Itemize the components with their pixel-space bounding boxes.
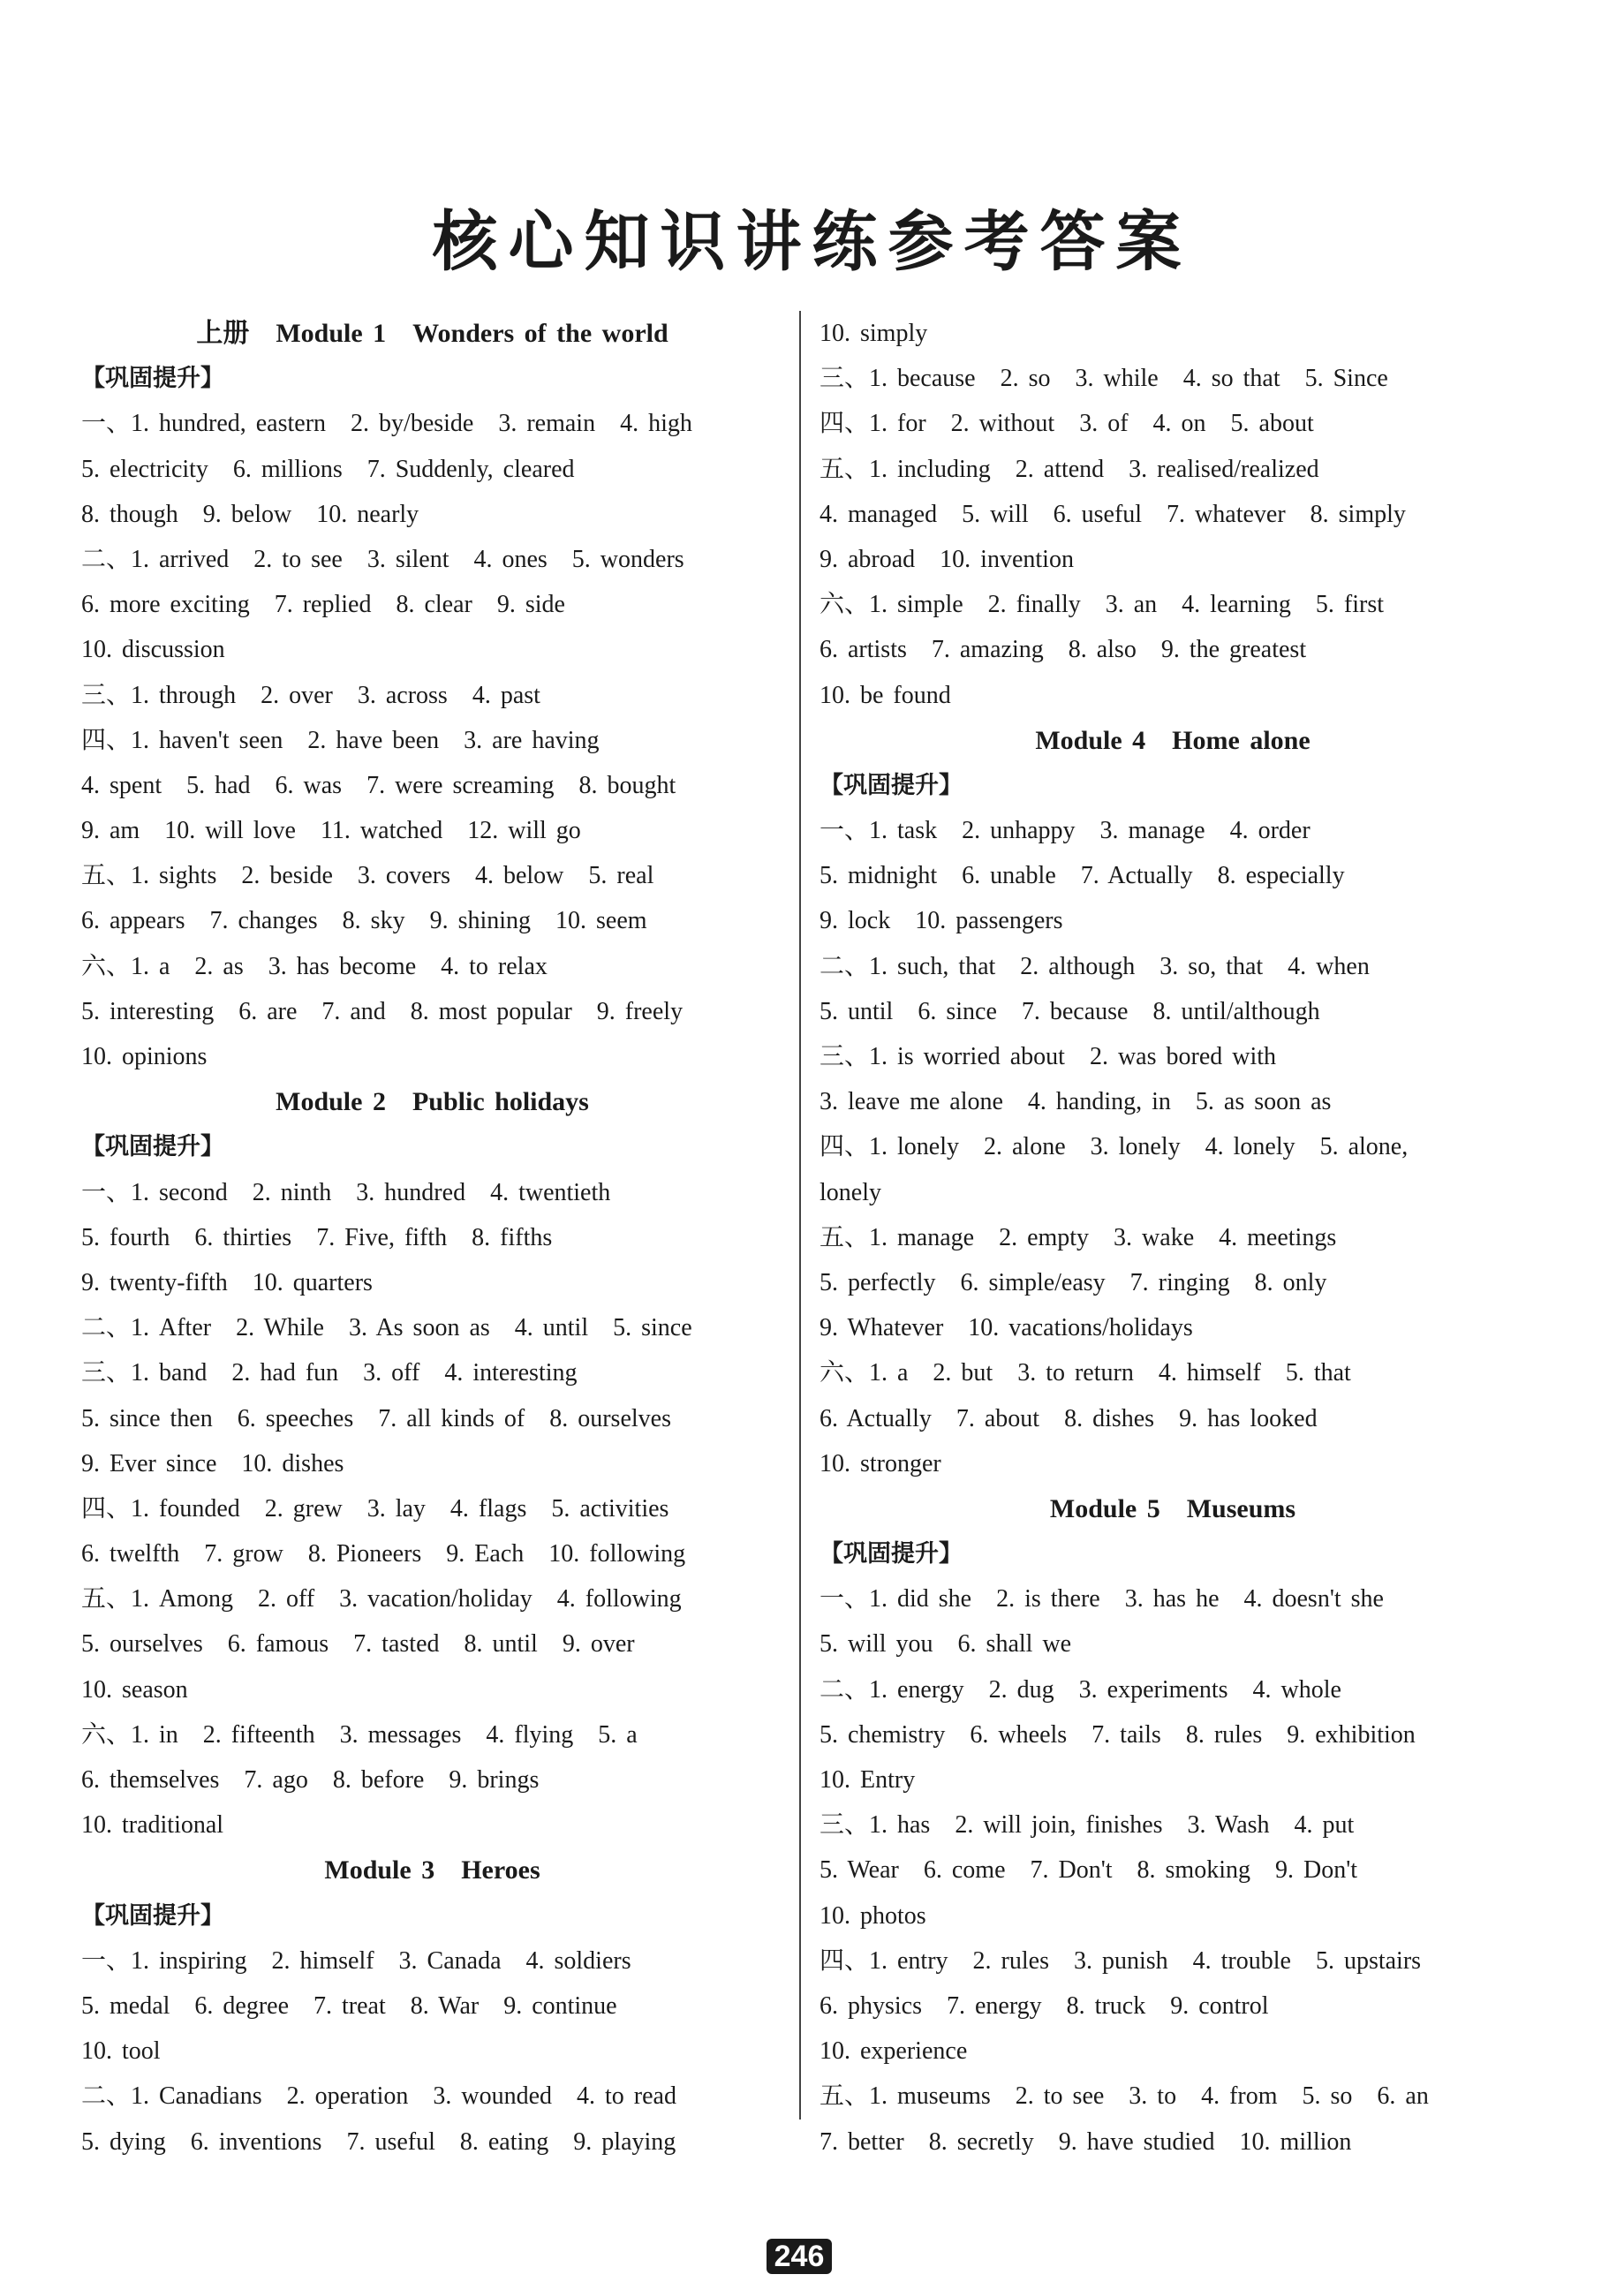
answer-line: 五、1. manage 2. empty 3. wake 4. meetings (820, 1223, 1337, 1251)
page-title: 核心知识讲练参考答案 (432, 204, 1192, 280)
answer-line: 六、1. in 2. fifteenth 3. messages 4. flying 5. a (81, 1720, 638, 1749)
answer-line: 一、1. task 2. unhappy 3. manage 4. order (820, 817, 1311, 845)
module-heading: Module 4 Home alone (1035, 725, 1311, 755)
answer-line: 6. twelfth 7. grow 8. Pioneers 9. Each 10. following (81, 1540, 686, 1568)
answer-line: 10. stronger (820, 1449, 941, 1477)
answer-line: 5. midnight 6. unable 7. Actually 8. especially (820, 862, 1345, 890)
answer-line: 9. lock 10. passengers (820, 907, 1063, 935)
left-column (81, 311, 783, 2165)
answer-line: 五、1. Among 2. off 3. vacation/holiday 4. following (81, 1585, 682, 1613)
answer-line: 五、1. sights 2. beside 3. covers 4. below 5. real (81, 862, 654, 890)
answer-line: 6. physics 7. energy 8. truck 9. control (820, 1991, 1269, 2020)
answer-line: 10. be found (820, 681, 951, 709)
answer-line: 10. simply (820, 320, 928, 347)
answer-line: 五、1. museums 2. to see 3. to 4. from 5. so 6. an (820, 2082, 1429, 2111)
column-divider (799, 311, 801, 2120)
answer-line: 9. Whatever 10. vacations/holidays (820, 1314, 1193, 1342)
answer-line: 5. will you 6. shall we (820, 1630, 1072, 1659)
answer-line: 三、1. through 2. over 3. across 4. past (81, 681, 540, 709)
answer-line: 四、1. lonely 2. alone 3. lonely 4. lonely 5. alone, (820, 1133, 1409, 1161)
section-label: 【巩固提升】 (81, 365, 224, 393)
module-heading: Module 5 Museums (1049, 1493, 1296, 1523)
answer-line: 5. medal 6. degree 7. treat 8. War 9. continue (81, 1991, 617, 2020)
answer-line: 10. discussion (81, 636, 225, 664)
answer-line: 5. until 6. since 7. because 8. until/although (820, 997, 1320, 1025)
answer-line: lonely (820, 1178, 881, 1206)
answer-line: 5. perfectly 6. simple/easy 7. ringing 8. only (820, 1268, 1327, 1296)
answer-line: 5. dying 6. inventions 7. useful 8. eating 9. playing (81, 2127, 676, 2156)
answer-line: 9. abroad 10. invention (820, 545, 1074, 573)
section-label: 【巩固提升】 (820, 1540, 963, 1568)
answer-line: 六、1. simple 2. finally 3. an 4. learning 5. first (820, 591, 1385, 619)
answer-line: 三、1. has 2. will join, finishes 3. Wash 4. put (820, 1811, 1355, 1840)
answer-line: 一、1. hundred, eastern 2. by/beside 3. remain 4. high (81, 410, 692, 438)
answer-line: 6. more exciting 7. replied 8. clear 9. side (81, 591, 565, 619)
answer-line: 三、1. because 2. so 3. while 4. so that 5. Since (820, 365, 1388, 393)
answer-line: 10. tool (81, 2037, 161, 2066)
answer-line: 9. twenty-fifth 10. quarters (81, 1268, 373, 1296)
answer-line: 四、1. for 2. without 3. of 4. on 5. about (820, 410, 1314, 438)
answer-line: 三、1. band 2. had fun 3. off 4. interesting (81, 1359, 578, 1387)
answer-line: 10. opinions (81, 1043, 208, 1070)
answer-line: 10. experience (820, 2037, 968, 2066)
answer-line: 四、1. entry 2. rules 3. punish 4. trouble 5. upstairs (820, 1946, 1422, 1975)
answer-line: 5. interesting 6. are 7. and 8. most popular 9. freely (81, 997, 684, 1025)
answer-line: 5. since then 6. speeches 7. all kinds of 8. ourselves (81, 1404, 671, 1432)
answer-line: 10. photos (820, 1901, 926, 1930)
answer-line: 二、1. After 2. While 3. As soon as 4. until 5. since (81, 1314, 692, 1342)
answer-line: 6. artists 7. amazing 8. also 9. the greatest (820, 636, 1307, 664)
answer-line: 9. Ever since 10. dishes (81, 1449, 344, 1477)
answer-line: 4. spent 5. had 6. was 7. were screaming 8. bought (81, 771, 676, 799)
answer-line: 二、1. such, that 2. although 3. so, that 4. when (820, 952, 1370, 980)
answer-line: 六、1. a 2. but 3. to return 4. himself 5. that (820, 1359, 1351, 1387)
answer-line: 5. ourselves 6. famous 7. tasted 8. until 9. over (81, 1630, 635, 1659)
answer-line: 10. Entry (820, 1766, 916, 1794)
answer-line: 一、1. did she 2. is there 3. has he 4. doesn't she (820, 1585, 1384, 1613)
answer-line: 3. leave me alone 4. handing, in 5. as soon as (820, 1088, 1332, 1116)
answer-line: 二、1. energy 2. dug 3. experiments 4. whole (820, 1675, 1341, 1704)
answer-line: 5. electricity 6. millions 7. Suddenly, cleared (81, 455, 575, 483)
answer-line: 四、1. founded 2. grew 3. lay 4. flags 5. activities (81, 1494, 669, 1523)
answer-line: 5. chemistry 6. wheels 7. tails 8. rules 9. exhibition (820, 1720, 1416, 1749)
answer-line: 7. better 8. secretly 9. have studied 10. million (820, 2127, 1352, 2156)
answer-line: 三、1. is worried about 2. was bored with (820, 1043, 1277, 1070)
answer-line: 二、1. arrived 2. to see 3. silent 4. ones 5. wonders (81, 545, 684, 573)
answer-line: 6. appears 7. changes 8. sky 9. shining 10. seem (81, 907, 647, 935)
section-label: 【巩固提升】 (81, 1901, 224, 1930)
page-number: 246 (767, 2239, 832, 2274)
answer-line: 四、1. haven't seen 2. have been 3. are having (81, 726, 600, 754)
answer-line: 6. themselves 7. ago 8. before 9. brings (81, 1766, 540, 1794)
section-label: 【巩固提升】 (820, 771, 963, 799)
module-heading: Module 3 Heroes (324, 1855, 540, 1885)
answer-line: 10. traditional (81, 1811, 224, 1840)
right-column (820, 311, 1526, 2165)
answer-line: 一、1. second 2. ninth 3. hundred 4. twentieth (81, 1178, 611, 1206)
answer-line: 9. am 10. will love 11. watched 12. will go (81, 817, 581, 845)
module-heading: 上册 Module 1 Wonders of the world (196, 319, 668, 348)
answer-line: 一、1. inspiring 2. himself 3. Canada 4. soldiers (81, 1946, 631, 1975)
answer-line: 六、1. a 2. as 3. has become 4. to relax (81, 952, 548, 980)
answer-line: 10. season (81, 1675, 188, 1704)
section-label: 【巩固提升】 (81, 1133, 224, 1161)
answer-line: 五、1. including 2. attend 3. realised/realized (820, 455, 1319, 483)
answer-line: 5. Wear 6. come 7. Don't 8. smoking 9. Don't (820, 1856, 1358, 1885)
answer-line: 4. managed 5. will 6. useful 7. whatever 8. simply (820, 500, 1406, 528)
module-heading: Module 2 Public holidays (276, 1087, 589, 1117)
answer-line: 二、1. Canadians 2. operation 3. wounded 4. to read (81, 2082, 676, 2111)
answer-line: 5. fourth 6. thirties 7. Five, fifth 8. fifths (81, 1223, 553, 1251)
answer-line: 6. Actually 7. about 8. dishes 9. has looked (820, 1404, 1318, 1432)
answer-line: 8. though 9. below 10. nearly (81, 500, 419, 528)
